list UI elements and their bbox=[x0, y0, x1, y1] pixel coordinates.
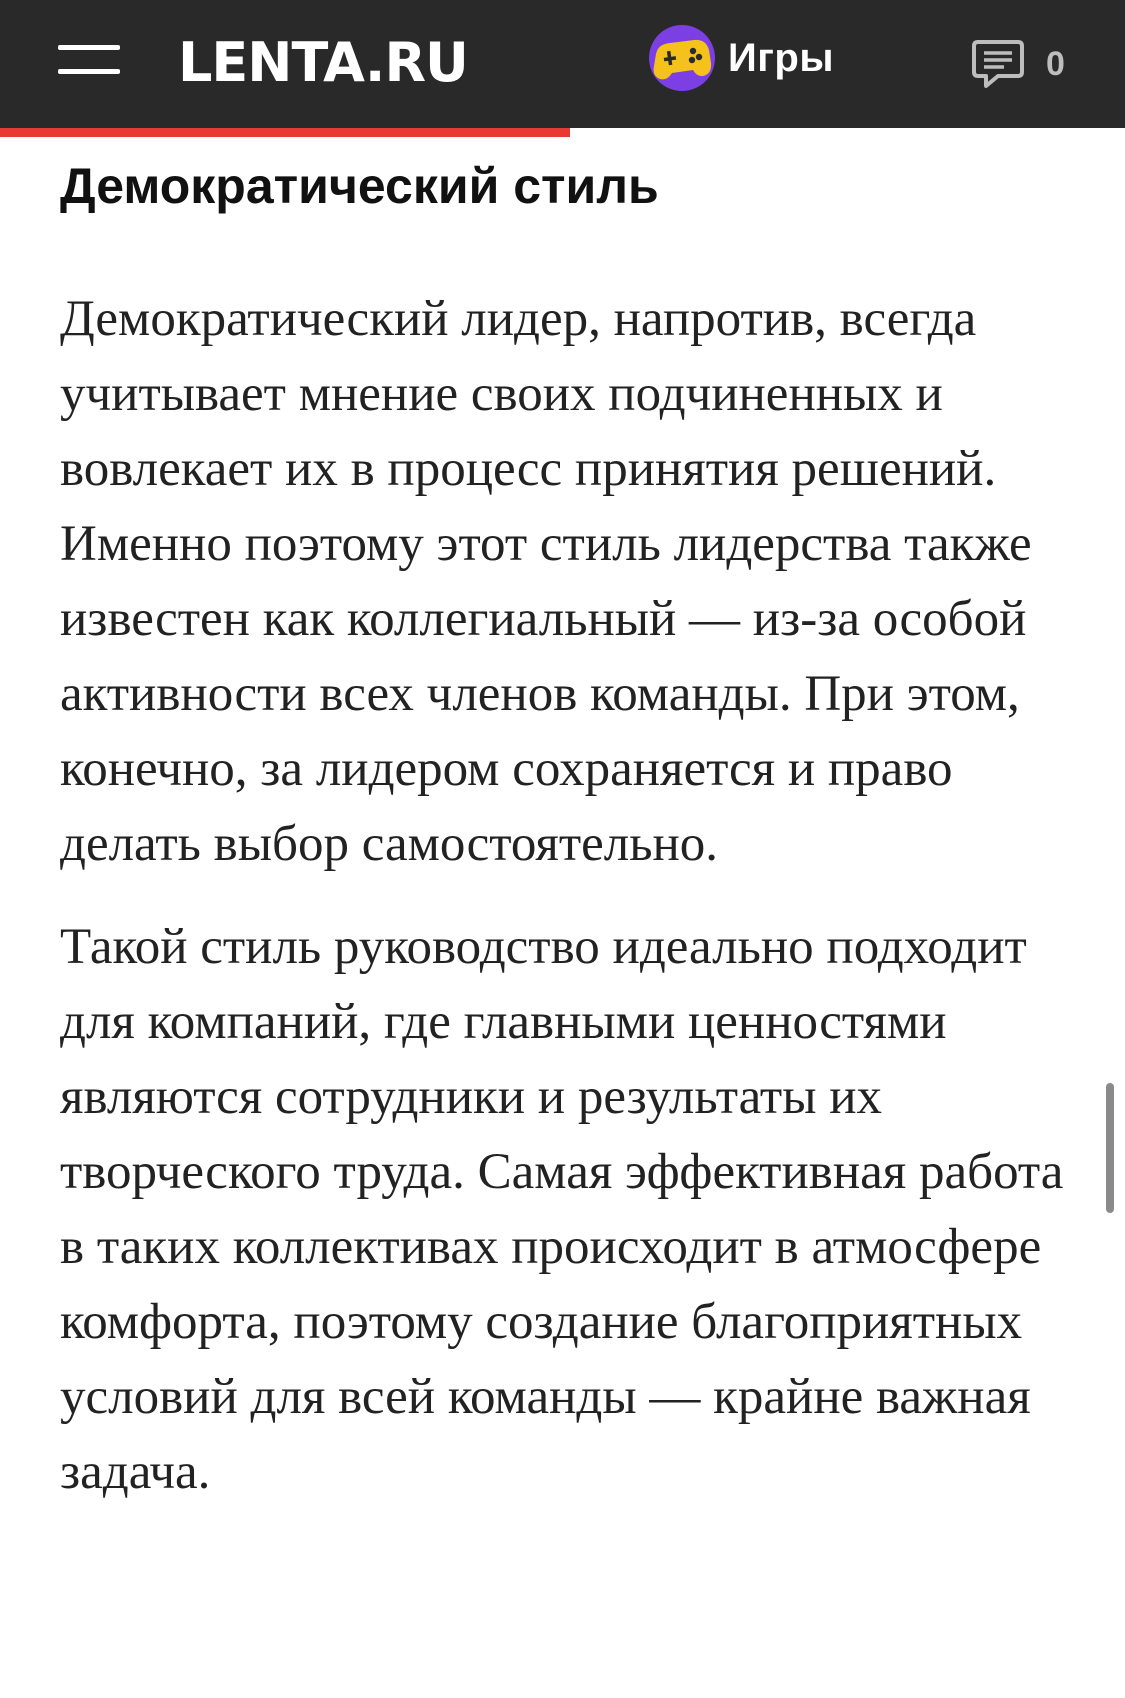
games-link[interactable] bbox=[648, 22, 834, 94]
reading-progress-bar bbox=[0, 128, 1125, 137]
top-navigation-bar bbox=[0, 0, 1125, 128]
gamepad-icon bbox=[648, 24, 716, 92]
comments-button[interactable] bbox=[970, 34, 1065, 94]
games-label: Игры bbox=[728, 35, 835, 80]
scrollbar-thumb[interactable] bbox=[1106, 1083, 1114, 1213]
hamburger-menu-icon[interactable] bbox=[54, 44, 124, 80]
article-body bbox=[60, 282, 1070, 1538]
comments-count: 0 bbox=[1046, 44, 1065, 83]
menu-line bbox=[58, 69, 120, 74]
site-logo[interactable]: LENTA.RU bbox=[178, 31, 468, 94]
menu-line bbox=[58, 45, 120, 50]
comment-icon bbox=[970, 36, 1026, 92]
reading-progress-fill bbox=[0, 128, 570, 137]
article-paragraph: Такой стиль руководство идеально подходит для компаний, где главными ценностями являются сотрудники и результаты их творческого труда. Самая эффективная работа в таких коллективах происходит в атмосфере комфорта, поэтому создание благоприятных условий для всей команды — крайне важная задача. bbox=[60, 919, 1064, 1500]
article-paragraph: Демократический лидер, напротив, всегда учитывает мнение своих подчиненных и вовлекает их в процесс принятия решений. Именно поэтому этот стиль лидерства также известен как коллегиальный — из-за особой активности всех членов команды. При этом, конечно, за лидером сохраняется и право делать выбор самостоятельно. bbox=[60, 291, 1032, 872]
section-heading: Демократический стиль bbox=[60, 158, 659, 214]
